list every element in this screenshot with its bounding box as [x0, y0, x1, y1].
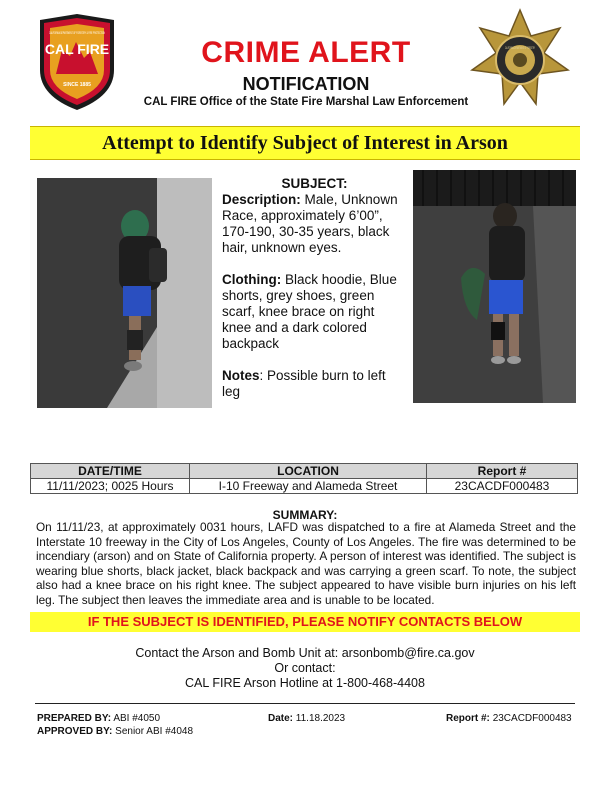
report-value: 23CACDF000483: [492, 713, 572, 724]
notes-text: : Possible burn to left leg: [222, 368, 386, 399]
footer-report: [446, 713, 572, 724]
date-label: Date:: [268, 713, 294, 724]
date-value: 11.18.2023: [295, 713, 346, 724]
notify-banner: IF THE SUBJECT IS IDENTIFIED, PLEASE NOTIFY CONTACTS BELOW: [30, 612, 580, 632]
description-text: Male, Unknown Race, approximately 6’00”, 170-190, 30-35 years, black hair, unknown eyes.: [222, 192, 398, 255]
page-title: CRIME ALERT: [201, 36, 411, 69]
table-header-report: Report #: [427, 464, 578, 479]
subject-notes: [222, 368, 407, 400]
prepared-by: [37, 713, 160, 724]
office-name: CAL FIRE Office of the State Fire Marshal Law Enforcement: [143, 96, 469, 108]
footer-divider: [35, 703, 575, 704]
description-label: Description:: [222, 192, 301, 207]
summary-text: On 11/11/23, at approximately 0031 hours, LAFD was dispatched to a fire at Alameda Street and the Interstate 10 freeway in the City of Los Angeles, County of Los Angeles. The fire was determined to be incendiary (arson) and on State of California property. A person of interest was identified. The subject is wearing blue shorts, black jacket, black backpack and was carrying a green scarf. To note, the subject also had a knee brace on his right knee. The subject appeared to have visible burn injuries on his left leg. The subject then leaves the immediate area and is unable to be located.: [36, 520, 576, 607]
subject-heading: SUBJECT:: [281, 176, 348, 191]
subject-clothing: [222, 272, 407, 352]
clothing-text: Black hoodie, Blue shorts, grey shoes, green scarf, knee brace on right knee and a dark colored backpack: [222, 272, 397, 351]
contact-line-or: Or contact:: [274, 661, 336, 675]
incident-table: [30, 463, 578, 494]
cell-date: 11/11/2023; 0025 Hours: [31, 479, 190, 494]
table-row: [31, 479, 578, 494]
footer-date: [268, 713, 345, 724]
summary-heading: SUMMARY:: [272, 508, 338, 522]
contact-line-email: Contact the Arson and Bomb Unit at: arsonbomb@fire.ca.gov: [135, 646, 475, 660]
contact-line-hotline: CAL FIRE Arson Hotline at 1-800-468-4408: [185, 676, 425, 690]
alert-banner: Attempt to Identify Subject of Interest in Arson: [30, 126, 580, 160]
table-header-date: DATE/TIME: [31, 464, 190, 479]
cell-report: 23CACDF000483: [427, 479, 578, 494]
cal-fire-logo: [36, 12, 118, 112]
table-header-location: LOCATION: [190, 464, 427, 479]
approved-by: [37, 726, 193, 737]
approved-label: APPROVED BY:: [37, 726, 113, 737]
prepared-value: ABI #4050: [113, 713, 161, 724]
subject-photo-right: [413, 170, 576, 403]
logo-arc-text: CALIFORNIA DEPARTMENT OF FORESTRY & FIRE PROTECTION: [49, 31, 106, 35]
badge-ring-text: CALIFORNIA DEPARTMENT OF FORESTRY: [505, 46, 536, 50]
logo-name: CAL FIRE: [44, 41, 110, 57]
report-label: Report #:: [446, 713, 490, 724]
prepared-label: PREPARED BY:: [37, 713, 112, 724]
page-subtitle: NOTIFICATION: [242, 74, 370, 94]
cell-location: I-10 Freeway and Alameda Street: [190, 479, 427, 494]
clothing-label: Clothing:: [222, 272, 282, 287]
notes-label: Notes: [222, 368, 260, 383]
logo-since: SINCE 1885: [63, 82, 91, 88]
subject-description: [222, 192, 407, 256]
subject-photo-left: [37, 178, 212, 408]
approved-value: Senior ABI #4048: [115, 726, 194, 737]
subject-details: [222, 176, 407, 416]
